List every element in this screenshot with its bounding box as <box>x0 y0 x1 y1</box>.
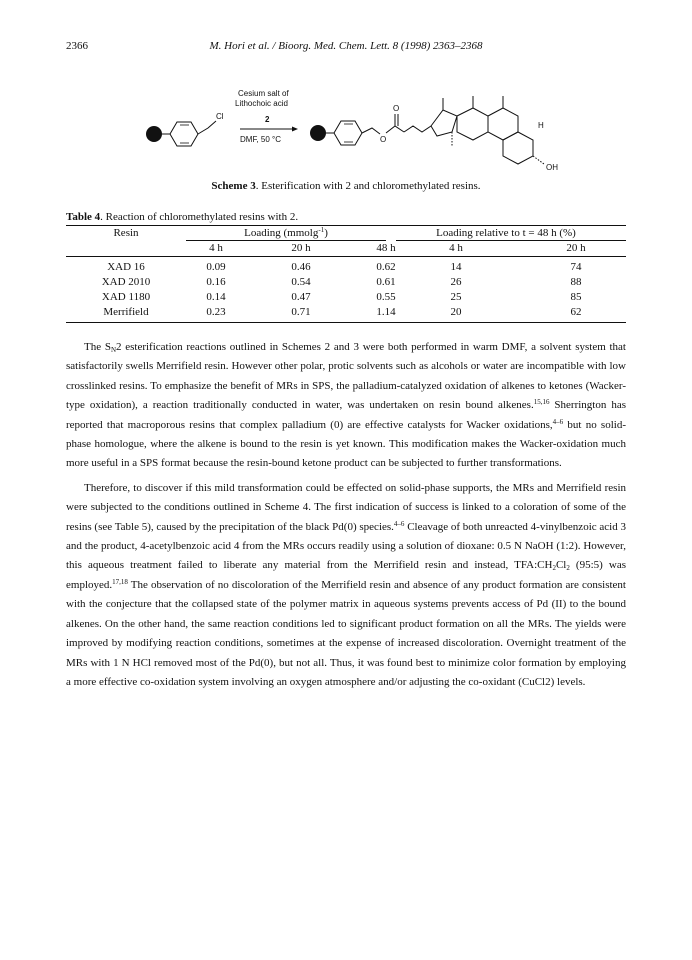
text-run: Sherrington has reported that macroporous resins that complex palladium (0) are effective catalysts for Wacker oxidations, <box>66 399 626 431</box>
atom-oh-label: OH <box>546 163 558 172</box>
citation-ref: 4–6 <box>552 417 564 426</box>
citation-ref: 4–6 <box>393 519 405 528</box>
col-group-loading <box>186 227 386 240</box>
value-cell: 0.54 <box>291 276 311 288</box>
table-caption-text: . Reaction of chloromethylated resins with 2. <box>100 211 299 223</box>
table-caption <box>66 211 298 223</box>
value-cell: 0.46 <box>291 261 311 273</box>
resin-name-cell: XAD 2010 <box>101 276 151 288</box>
text-run: Cl <box>555 559 567 572</box>
paragraph-2 <box>66 479 626 692</box>
page-number: 2366 <box>66 40 88 52</box>
running-head: M. Hori et al. / Bioorg. Med. Chem. Lett. 8 (1998) 2363–2368 <box>209 40 483 52</box>
text-run: The S <box>84 341 111 353</box>
atom-h-label: H <box>538 121 544 130</box>
subheader-cell: 48 h <box>376 242 396 254</box>
table-caption-label: Table 4 <box>66 211 101 223</box>
text-run: (95:5) was employed. <box>66 559 626 591</box>
col-group-relative: Loading relative to t = 48 h (%) <box>436 227 576 239</box>
value-cell: 0.16 <box>206 276 226 288</box>
subheader-cell: 20 h <box>291 242 311 254</box>
subscript: 2 <box>566 564 570 573</box>
value-cell: 0.62 <box>376 261 396 273</box>
reaction-conditions: DMF, 50 °C <box>240 135 281 144</box>
subheader-cell: 4 h <box>449 242 463 254</box>
resin-bead-icon <box>146 126 162 142</box>
value-cell: 1.14 <box>376 306 396 318</box>
value-cell: 0.55 <box>376 291 396 303</box>
scheme-3-figure <box>0 86 692 186</box>
subheader-cell: 4 h <box>209 242 223 254</box>
reagent-line-1: Cesium salt of <box>238 89 289 98</box>
value-cell: 88 <box>570 276 582 288</box>
value-cell: 26 <box>450 276 462 288</box>
steroid-skeleton-icon <box>431 96 544 164</box>
loading-group-rule <box>186 240 386 241</box>
col-group-loading-sup: -1 <box>318 226 325 234</box>
product-benzene-ring-icon <box>334 121 362 145</box>
scheme-caption-text: . Esterification with 2 and chloromethylated resins. <box>255 180 481 192</box>
value-cell: 0.23 <box>206 306 226 318</box>
atom-o-ester-label: O <box>380 135 387 144</box>
subscript: 2 <box>552 564 556 573</box>
resin-name-cell: XAD 1180 <box>101 291 151 303</box>
reagent-line-2: Lithochoic acid <box>235 99 288 108</box>
resin-name-cell: Merrifield <box>103 306 149 318</box>
text-run: but no solid-phase homologue, where the alkene is bound to the resin is yet known. This modification makes the Wacker-oxidation much more useful in a SPS format because the resin-bound ketone product can be subjected to further transformations. <box>66 418 626 470</box>
text-run: Therefore, to discover if this mild transformation could be effected on solid-phase supports, the MRs and Merrifield resin were subjected to the conditions outlined in Scheme 4. The first indication of success is linked to a coloration of some of the resins (see Table 5), caused by the precipitation of the black Pd(0) species. <box>66 481 626 533</box>
value-cell: 0.09 <box>206 261 226 273</box>
relative-group-rule <box>396 240 626 241</box>
reaction-arrow-group <box>235 89 298 144</box>
col-header-resin: Resin <box>113 227 139 239</box>
subscript: N <box>110 346 117 354</box>
paragraph-1 <box>66 338 626 474</box>
value-cell: 25 <box>450 291 462 303</box>
value-cell: 0.14 <box>206 291 226 303</box>
table-bottom-rule <box>66 322 626 323</box>
value-cell: 0.47 <box>291 291 311 303</box>
product-resin-bead-icon <box>310 125 326 141</box>
value-cell: 62 <box>570 306 582 318</box>
scheme-caption <box>0 180 692 192</box>
reagent-number: 2 <box>265 115 270 124</box>
benzene-ring-icon <box>170 122 198 146</box>
reactant-resin <box>146 112 224 146</box>
product-structure <box>310 96 558 172</box>
text-run: The observation of no discoloration of the Merrifield resin and absence of any product formation are consistent with the conjecture that the collapsed state of the polymer matrix in aqueous systems prevents access of Pd (II) to the bound alkenes. On the other hand, the same reaction conditions led to significant product formation on all the MRs. The yields were improved by modifying reaction conditions, sometimes at the expense of increased discoloration. Overnight treatment of the MRs with 1 N HCl removed most of the Pd(0), but not all. Thus, it was found best to minimize color formation by employing a more effective co-oxidation system involving an oxygen atmosphere and/or adjusting the co-oxidant (CuCl2) levels. <box>66 578 626 688</box>
arrow-head-icon <box>292 127 298 132</box>
subheader-cell: 20 h <box>566 242 586 254</box>
text-run: 2 esterification reactions outlined in Schemes 2 and 3 were both performed in warm DMF, a solvent system that satisfactorily swells Merrifield resin. However other polar, protic solvents such as alcohols or water are incompatible with low crosslinked resins. To emphasize the benefit of MRs in SPS, the palladium-catalyzed oxidation of alkenes to ketones (Wacker-type oxidation), a reaction traditionally conducted in water, was undertaken on resin bound alkenes. <box>66 341 626 412</box>
citation-ref: 15,16 <box>533 398 550 407</box>
value-cell: 74 <box>570 261 582 273</box>
table-top-rule <box>66 225 626 226</box>
scheme-caption-label: Scheme 3 <box>211 180 256 192</box>
resin-name-cell: XAD 16 <box>107 261 145 273</box>
value-cell: 20 <box>450 306 462 318</box>
citation-ref: 17,18 <box>112 577 128 586</box>
col-group-loading-end: ) <box>324 227 328 239</box>
value-cell: 85 <box>570 291 582 303</box>
col-group-loading-text: Loading (mmolg <box>244 227 319 239</box>
value-cell: 14 <box>450 261 462 273</box>
value-cell: 0.61 <box>376 276 396 288</box>
text-run: Cleavage of both unreacted 4-vinylbenzoic acid 3 and the product, 4-acetylbenzoic acid 4 from the MRs occurs readily using a solution of dioxane: 0.5 N NaOH (1:2). However, this aqueous treatment failed to liberate any material from the Merrifield resin and instead, TFA:CH <box>66 520 626 572</box>
table-header-rule <box>66 256 626 257</box>
atom-o-carbonyl-label: O <box>393 104 400 113</box>
atom-cl-label: Cl <box>216 112 224 121</box>
value-cell: 0.71 <box>291 306 311 318</box>
body-text <box>66 338 626 692</box>
